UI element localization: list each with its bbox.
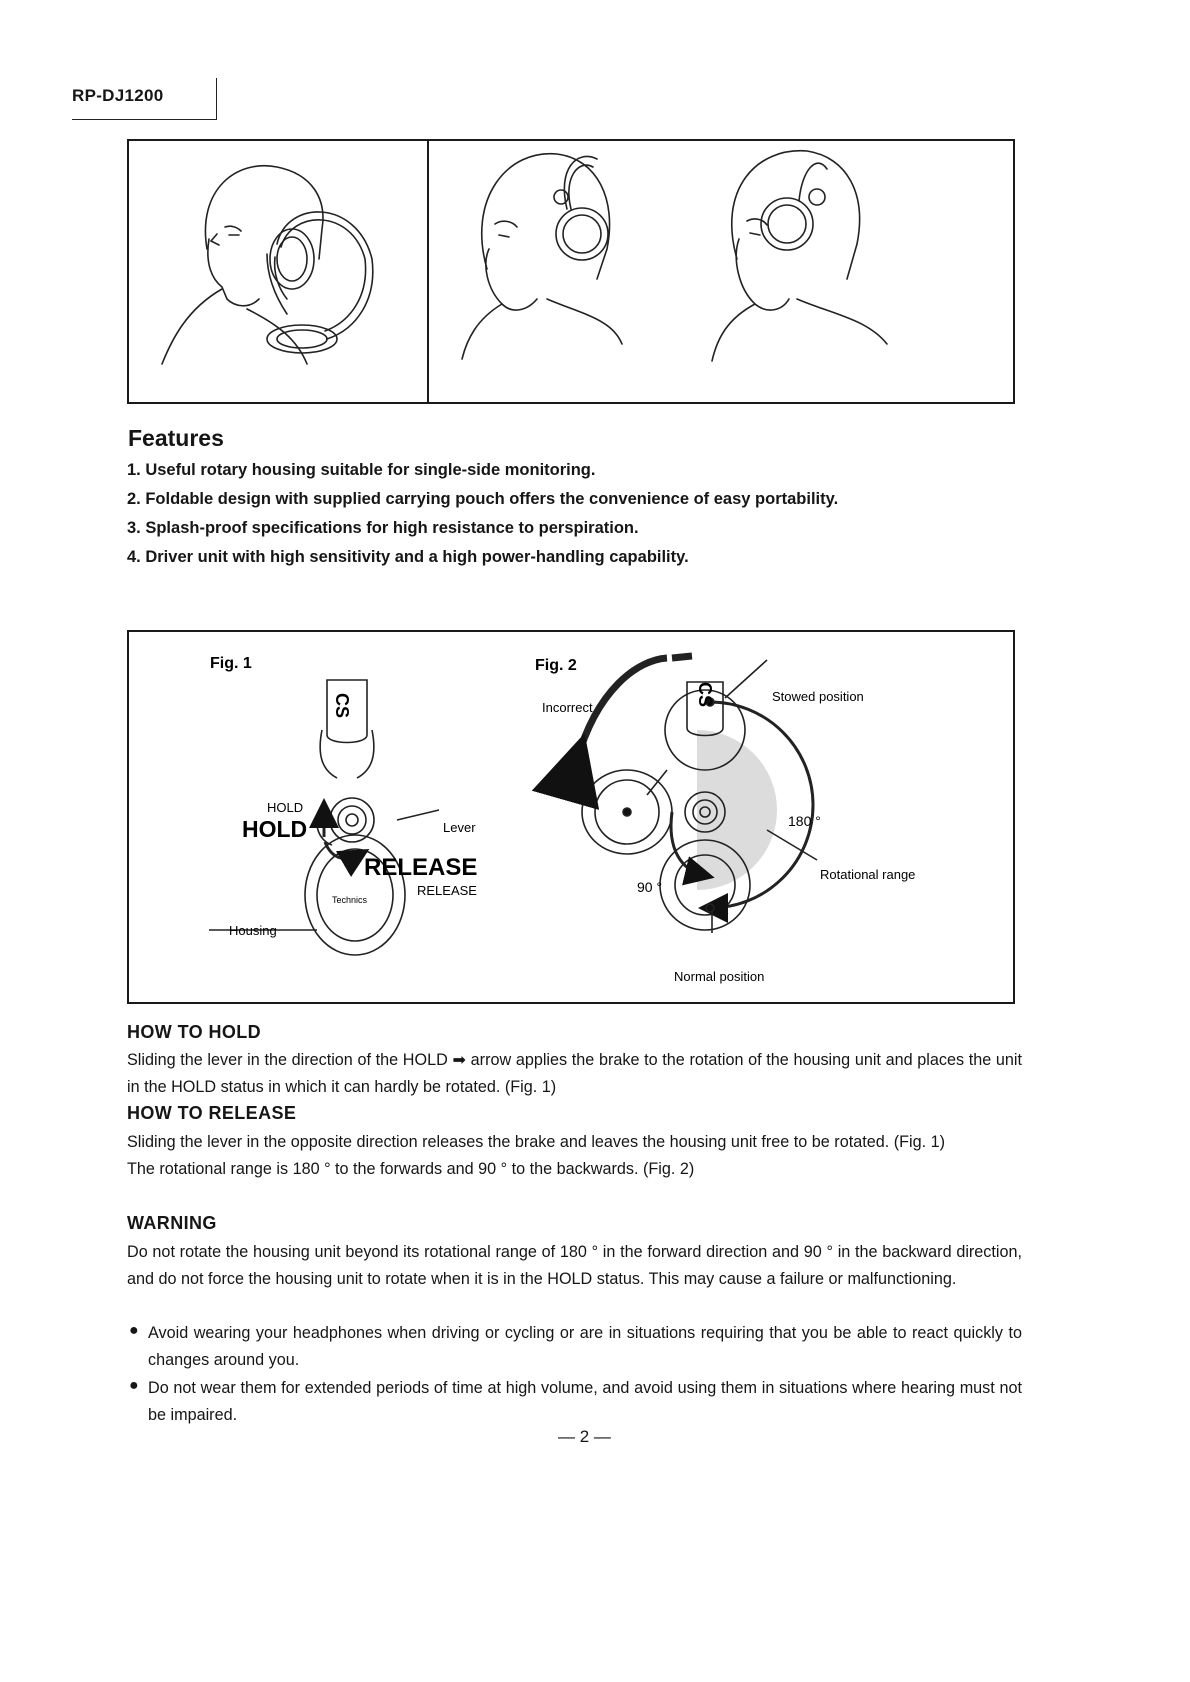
warning-bullet-item: Do not wear them for extended periods of time at high volume, and avoid using them in situations where hearing must not be impaired. <box>148 1379 1022 1424</box>
fig2-180-label: 180 ° <box>788 813 821 829</box>
warning-text: Do not rotate the housing unit beyond its rotational range of 180 ° in the forward direction and 90 ° in the backward direction, and do not force the housing unit to rotate when it is in the HOLD status. This may cause a failure or malfunctioning. <box>127 1243 1022 1288</box>
header-rule-vertical <box>216 78 217 120</box>
bullet-icon: ● <box>129 1377 139 1394</box>
person-front-view-illustration <box>712 151 887 361</box>
fig1-hold-small: HOLD <box>267 800 304 815</box>
warning-bullet-item: Avoid wearing your headphones when driving or cycling or are in situations requiring that you be able to react quickly to changes around you. <box>148 1324 1022 1369</box>
feature-item: 2. Foldable design with supplied carrying pouch offers the convenience of easy portability. <box>127 490 839 508</box>
fig1-release-big: RELEASE <box>364 854 478 881</box>
fig2-normal-label: Normal position <box>674 969 765 984</box>
header-rule <box>72 119 217 120</box>
how-to-release-line1: Sliding the lever in the opposite direction releases the brake and leaves the housing unit free to be rotated. (Fig. 1) <box>127 1133 945 1151</box>
fig1-lever-label: Lever <box>443 820 476 835</box>
fig1-lever-leader <box>397 810 439 820</box>
person-holding-earcup-illustration <box>162 166 373 364</box>
fig2-stowed-label: Stowed position <box>772 689 864 704</box>
feature-item: 4. Driver unit with high sensitivity and a high power-handling capability. <box>127 548 689 566</box>
fig2-stowed-leader <box>725 660 767 698</box>
figures-diagram <box>127 630 1015 1004</box>
person-side-view-illustration <box>462 154 622 359</box>
fig1-release-small: RELEASE <box>417 883 477 898</box>
fig1-title: Fig. 1 <box>210 655 252 672</box>
how-to-hold-text: Sliding the lever in the direction of the HOLD ➡ arrow applies the brake to the rotation of the housing unit and places the unit in the HOLD status in which it can hardly be rotated. (Fig. 1) <box>127 1051 1022 1096</box>
headphone-wearing-illustrations <box>127 139 1015 404</box>
fig2-title: Fig. 2 <box>535 657 577 674</box>
how-to-release-heading: HOW TO RELEASE <box>127 1103 297 1123</box>
page-number: — 2 — <box>558 1427 611 1446</box>
fig2-incorrect-label: Incorrect <box>542 700 593 715</box>
features-heading: Features <box>128 425 224 451</box>
fig2-rotational-range-label: Rotational range <box>820 867 916 882</box>
fig1-housing-label: Housing <box>229 923 277 938</box>
model-number: RP-DJ1200 <box>72 86 164 105</box>
feature-item: 1. Useful rotary housing suitable for single-side monitoring. <box>127 461 596 479</box>
feature-item: 3. Splash-proof specifications for high resistance to perspiration. <box>127 519 639 537</box>
fig1-cap-mark: CS <box>332 693 352 719</box>
fig2-cap-mark: CS <box>695 682 715 708</box>
fig1-hold-big: HOLD <box>242 816 308 842</box>
fig2-90-label: 90 ° <box>637 879 663 895</box>
fig1-brand-label: Technics <box>332 895 368 905</box>
how-to-hold-heading: HOW TO HOLD <box>127 1022 262 1042</box>
bullet-icon: ● <box>129 1322 139 1339</box>
how-to-release-line2: The rotational range is 180 ° to the forwards and 90 ° to the backwards. (Fig. 2) <box>127 1160 695 1178</box>
warning-heading: WARNING <box>127 1213 217 1233</box>
